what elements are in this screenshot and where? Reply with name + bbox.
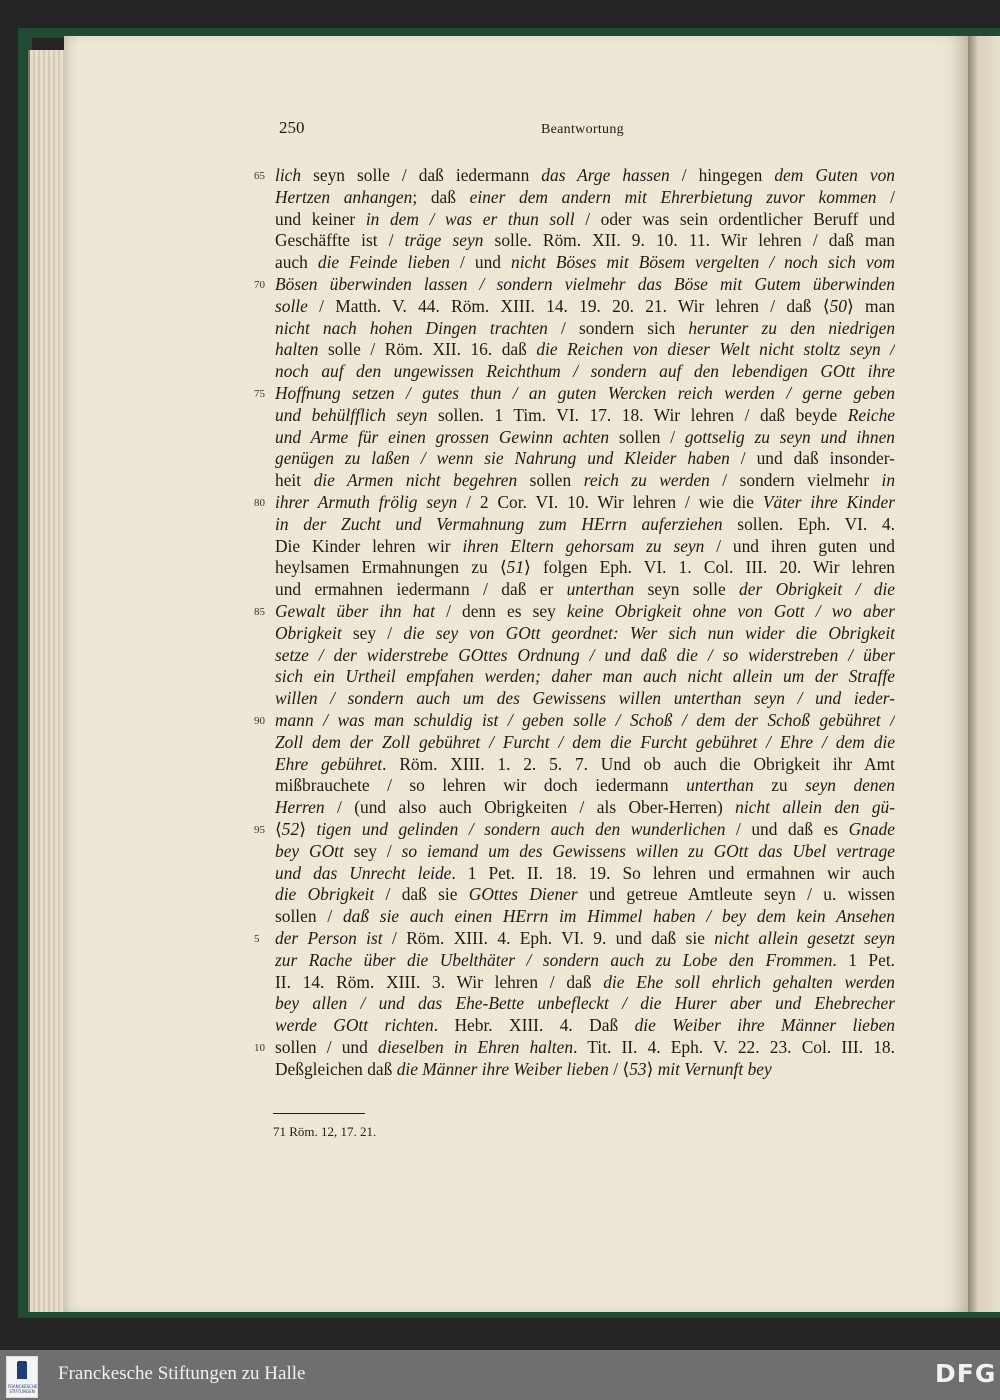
text-line: Ehre gebühret. Röm. XIII. 1. 2. 5. 7. Und ob auch die Obrigkeit ihr Amt xyxy=(275,753,895,774)
text-line: lich seyn solle / daß iedermann das Arge hassen / hingegen dem Guten von xyxy=(275,165,895,185)
text-line: Gewalt über ihn hat / denn es sey keine Obrigkeit ohne von Gott / wo aber xyxy=(275,601,895,621)
logo-mark-icon xyxy=(17,1361,27,1379)
text-line: Hertzen anhangen; daß einer dem andern mit Ehrerbietung zuvor kommen / xyxy=(275,186,895,207)
text-line: Die Kinder lehren wir ihren Eltern gehorsam zu seyn / und ihren guten und xyxy=(275,535,895,556)
text-line: mißbrauchete / so lehren wir doch iedermann unterthan zu seyn denen xyxy=(275,775,895,796)
text-line: solle / Matth. V. 44. Röm. XIII. 14. 19. 20. 21. Wir lehren / daß ⟨50⟩ man xyxy=(275,295,895,316)
line-number: 90 xyxy=(254,715,265,727)
institution-logo[interactable] xyxy=(6,1356,38,1398)
footnote-rule xyxy=(273,1113,365,1114)
text-line: setze / der widerstrebe GOttes Ordnung / und daß die / so widerstreben / über xyxy=(275,644,895,665)
text-line: und das Unrecht leide. 1 Pet. II. 18. 19. So lehren und ermahnen wir auch xyxy=(275,862,895,883)
line-number: 5 xyxy=(254,933,260,945)
line-number: 75 xyxy=(254,388,265,400)
text-line: Zoll dem der Zoll gebühret / Furcht / dem die Furcht gebühret / Ehre / dem die xyxy=(275,731,895,752)
text-line: Obrigkeit sey / die sey von GOtt geordnet: Wer sich nun wider die Obrigkeit xyxy=(275,622,895,643)
text-line: Hoffnung setzen / gutes thun / an guten Wercken reich werden / gerne geben xyxy=(275,383,895,403)
running-title: Beantwortung xyxy=(541,122,624,137)
text-line: genügen zu laßen / wenn sie Nahrung und Kleider haben / und daß insonder- xyxy=(275,448,895,469)
text-line: Bösen überwinden lassen / sondern vielmehr das Böse mit Gutem überwinden xyxy=(275,274,895,294)
text-line: ⟨52⟩ tigen und gelinden / sondern auch den wunderlichen / und daß es Gnade xyxy=(275,819,895,839)
text-line: sollen / und dieselben in Ehren halten. Tit. II. 4. Eph. V. 22. 23. Col. III. 18. xyxy=(275,1037,895,1057)
text-line: sollen / daß sie auch einen HErrn im Himmel haben / bey dem kein Ansehen xyxy=(275,906,895,927)
text-line: zur Rache über die Ubelthäter / sondern auch zu Lobe den Frommen. 1 Pet. xyxy=(275,949,895,970)
line-number: 70 xyxy=(254,279,265,291)
line-number: 85 xyxy=(254,606,265,618)
line-number: 10 xyxy=(254,1042,265,1054)
line-number: 80 xyxy=(254,497,265,509)
page-number: 250 xyxy=(279,118,305,137)
text-line: ihrer Armuth frölig seyn / 2 Cor. VI. 10. Wir lehren / wie die Väter ihre Kinder xyxy=(275,492,895,512)
text-line: willen / sondern auch um des Gewissens willen unterthan seyn / und ieder- xyxy=(275,688,895,709)
logo-text: FRANCKESCHE STIFTUNGEN xyxy=(8,1384,38,1394)
text-line: die Obrigkeit / daß sie GOttes Diener und getreue Amtleute seyn / u. wissen xyxy=(275,884,895,905)
text-line: bey GOtt sey / so iemand um des Gewissens willen zu GOtt das Ubel vertrage xyxy=(275,840,895,861)
footnote: 71 Röm. 12, 17. 21. xyxy=(273,1124,377,1139)
line-number: 95 xyxy=(254,824,265,836)
text-line: Deßgleichen daß die Männer ihre Weiber lieben / ⟨53⟩ mit Vernunft bey xyxy=(275,1058,772,1079)
text-line: II. 14. Röm. XIII. 3. Wir lehren / daß die Ehe soll ehrlich gehalten werden xyxy=(275,971,895,992)
text-line: heit die Armen nicht begehren sollen reich zu werden / sondern vielmehr in xyxy=(275,470,895,491)
text-line: und keiner in dem / was er thun soll / oder was sein ordentlicher Beruff und xyxy=(275,208,895,229)
text-line: Herren / (und also auch Obrigkeiten / als Ober-Herren) nicht allein den gü- xyxy=(275,797,895,818)
line-number: 65 xyxy=(254,170,265,182)
text-line: werde GOtt richten. Hebr. XIII. 4. Daß die Weiber ihre Männer lieben xyxy=(275,1015,895,1036)
text-line: in der Zucht und Vermahnung zum HErrn auferziehen sollen. Eph. VI. 4. xyxy=(275,513,895,534)
text-line: und Arme für einen grossen Gewinn achten sollen / gottselig zu seyn und ihnen xyxy=(275,426,895,447)
text-line: mann / was man schuldig ist / geben solle / Schoß / dem der Schoß gebühret / xyxy=(275,710,895,730)
text-line: heylsamen Ermahnungen zu ⟨51⟩ folgen Eph. VI. 1. Col. III. 20. Wir lehren xyxy=(275,557,895,578)
text-line: sich ein Urtheil empfahen werden; daher man auch nicht allein um der Straffe xyxy=(275,666,895,687)
text-line: halten solle / Röm. XII. 16. daß die Reichen von dieser Welt nicht stoltz seyn / xyxy=(275,339,895,360)
text-line: nicht nach hohen Dingen trachten / sondern sich herunter zu den niedrigen xyxy=(275,317,895,338)
text-line: und behülfflich seyn sollen. 1 Tim. VI. 17. 18. Wir lehren / daß beyde Reiche xyxy=(275,404,895,425)
dfg-logo[interactable]: DFG xyxy=(935,1359,997,1388)
text-line: bey allen / und das Ehe-Bette unbefleckt / die Hurer aber und Ehebrecher xyxy=(275,993,895,1014)
text-line: Geschäffte ist / träge seyn solle. Röm. XII. 9. 10. 11. Wir lehren / daß man xyxy=(275,230,895,251)
institution-name[interactable]: Franckesche Stiftungen zu Halle xyxy=(58,1363,306,1384)
text-line: noch auf den ungewissen Reichthum / sondern auf den lebendigen GOtt ihre xyxy=(275,361,895,382)
text-line: und ermahnen iedermann / daß er unterthan seyn solle der Obrigkeit / die xyxy=(275,579,895,600)
text-line: auch die Feinde lieben / und nicht Böses mit Bösem vergelten / noch sich vom xyxy=(275,252,895,273)
text-line: der Person ist / Röm. XIII. 4. Eph. VI. 9. und daß sie nicht allein gesetzt seyn xyxy=(275,928,895,948)
facing-page-edge xyxy=(968,36,1000,1312)
